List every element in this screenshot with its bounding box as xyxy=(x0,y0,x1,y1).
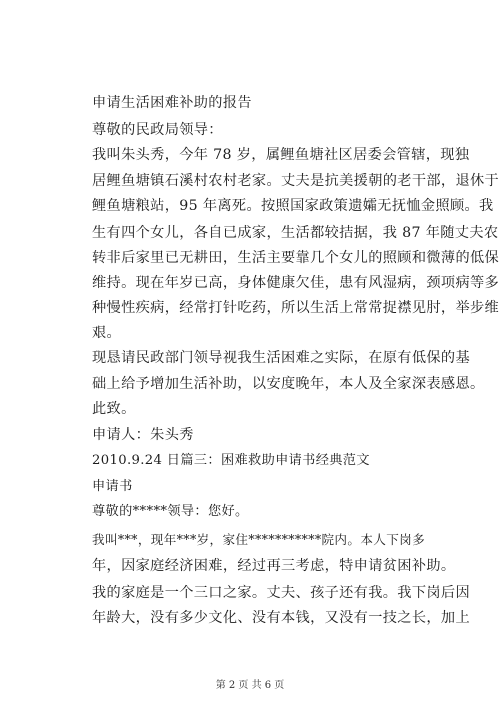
body-line: 我的家庭是一个三口之家。丈夫、孩子还有我。我下岗后因 xyxy=(92,585,470,601)
body-line: 础上给予增加生活补助，以安度晚年，本人及全家深表感恩。 xyxy=(92,376,485,392)
form-title: 申请书 xyxy=(92,479,133,494)
signature-line: 申请人：朱头秀 xyxy=(92,427,194,443)
section-heading: 2010.9.24 日篇三：困难救助申请书经典范文 xyxy=(92,453,370,468)
closing: 此致。 xyxy=(92,401,136,417)
body-line: 维持。现在年岁已高，身体健康欠佳，患有风湿病，颈项病等多 xyxy=(92,275,500,291)
body-line: 年，因家庭经济困难，经过再三考虑，特申请贫困补助。 xyxy=(92,558,456,574)
salutation: 尊敬的民政局领导： xyxy=(92,122,223,138)
salutation: 尊敬的*****领导：您好。 xyxy=(92,504,249,519)
body-line: 我叫朱头秀，今年 78 岁，属鲤鱼塘社区居委会管辖，现独 xyxy=(92,147,470,163)
body-line: 转非后家里已无耕田，生活主要靠几个女儿的照顾和微薄的低保 xyxy=(92,250,500,266)
body-line: 生有四个女儿，各自已成家，生活都较拮据，我 87 年随丈夫农 xyxy=(92,225,499,241)
body-line: 鲤鱼塘粮站，95 年离死。按照国家政策遗孀无抚恤金照顾。我 xyxy=(92,198,494,214)
report-title: 申请生活困难补助的报告 xyxy=(92,95,252,111)
body-line: 艰。 xyxy=(92,325,122,341)
body-line: 居鲤鱼塘镇石溪村农村老家。丈夫是抗美援朝的老干部，退休于 xyxy=(92,173,500,189)
body-line: 现恳请民政部门领导视我生活困难之实际，在原有低保的基 xyxy=(92,350,470,366)
body-line: 年龄大，没有多少文化、没有本钱，又没有一技之长，加上 xyxy=(92,610,470,626)
page-footer: 第 2 页 共 6 页 xyxy=(215,680,285,691)
body-line: 我叫***，现年***岁，家住***********院内。本人下岗多 xyxy=(92,532,426,547)
body-line: 种慢性疾病，经常打针吃药，所以生活上常常捉襟见肘，举步维 xyxy=(92,300,500,316)
